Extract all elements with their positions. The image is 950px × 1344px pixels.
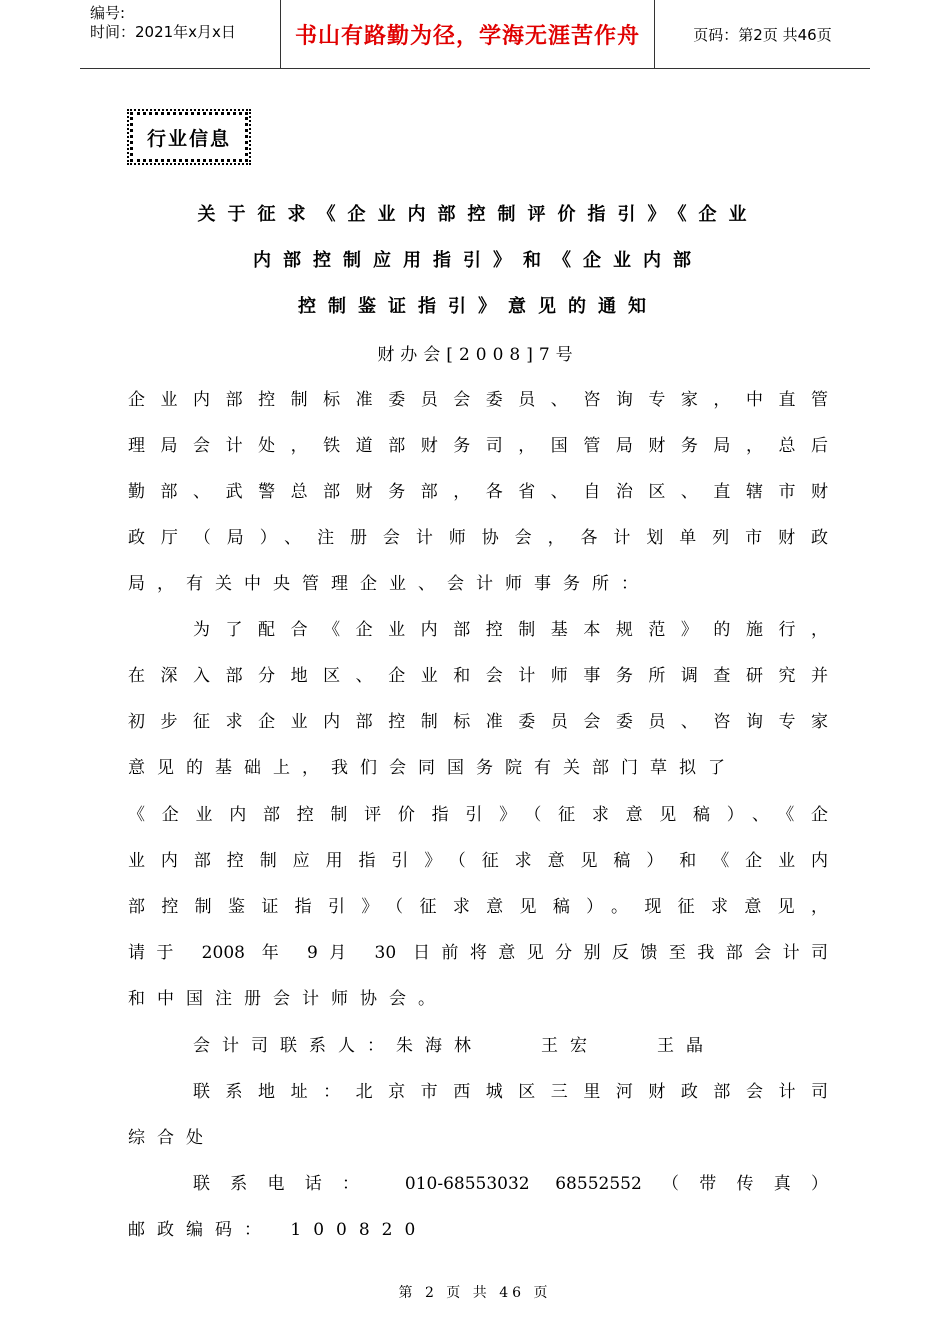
body-line: 和中国注册会计师协会。 bbox=[128, 989, 447, 1009]
contact-address-line: 综合处 bbox=[128, 1128, 215, 1148]
document-number: 财办会[2008]7号 bbox=[377, 345, 579, 365]
industry-info-stamp: 行业信息 bbox=[130, 112, 248, 162]
body-line: 理局会计处，铁道部财务司，国管局财务局，总后 bbox=[128, 436, 828, 456]
body-line: 局，有关中央管理企业、会计师事务所： bbox=[128, 574, 650, 594]
body-line: 为了配合《企业内部控制基本规范》的施行， bbox=[193, 620, 828, 640]
page-header bbox=[80, 0, 870, 69]
body-line: 勤部、武警总部财务部，各省、自治区、直辖市财 bbox=[128, 482, 828, 502]
document-title-line-2: 内部控制应用指引》和《企业内部 bbox=[253, 250, 703, 271]
body-line: 企业内部控制标准委员会委员、咨询专家，中直管 bbox=[128, 390, 828, 410]
header-page-info: 页码：第2页 共46页 bbox=[693, 25, 832, 44]
body-line: 《企业内部控制评价指引》（征求意见稿）、《企 bbox=[128, 805, 828, 825]
body-line: 请于 2008 年 9月 30 日前将意见分别反馈至我部会计司 bbox=[128, 943, 828, 963]
body-line: 部控制鉴证指引》（征求意见稿）。现征求意见， bbox=[128, 897, 828, 917]
body-line: 初步征求企业内部控制标准委员会委员、咨询专家 bbox=[128, 712, 828, 732]
contact-address-line: 联系地址：北京市西城区三里河财政部会计司 bbox=[193, 1082, 828, 1102]
document-title-line-1: 关于征求《企业内部控制评价指引》《企业 bbox=[197, 204, 759, 225]
body-line: 意见的基础上，我们会同国务院有关部门草拟了 bbox=[128, 758, 737, 778]
postal-code-line: 邮政编码： 100820 bbox=[128, 1220, 428, 1240]
header-time-label: 时间：2021年x月x日 bbox=[90, 23, 236, 41]
body-line: 业内部控制应用指引》（征求意见稿）和《企业内 bbox=[128, 851, 828, 871]
body-line: 在深入部分地区、企业和会计师事务所调查研究并 bbox=[128, 666, 828, 686]
contact-phone-line: 联系电话： 010-68553032 68552552（带传真） bbox=[193, 1174, 828, 1194]
header-number-label: 编号: bbox=[90, 4, 126, 22]
header-motto: 书山有路勤为径，学海无涯苦作舟 bbox=[294, 23, 640, 49]
header-meta bbox=[80, 0, 280, 68]
page-footer: 第 2 页 共 46 页 bbox=[398, 1285, 552, 1301]
body-line: 政厅（局）、注册会计师协会，各计划单列市财政 bbox=[128, 528, 828, 548]
document-title-line-3: 控制鉴证指引》意见的通知 bbox=[298, 296, 658, 317]
contact-person-line: 会计司联系人：朱海林 王宏 王晶 bbox=[193, 1036, 715, 1056]
